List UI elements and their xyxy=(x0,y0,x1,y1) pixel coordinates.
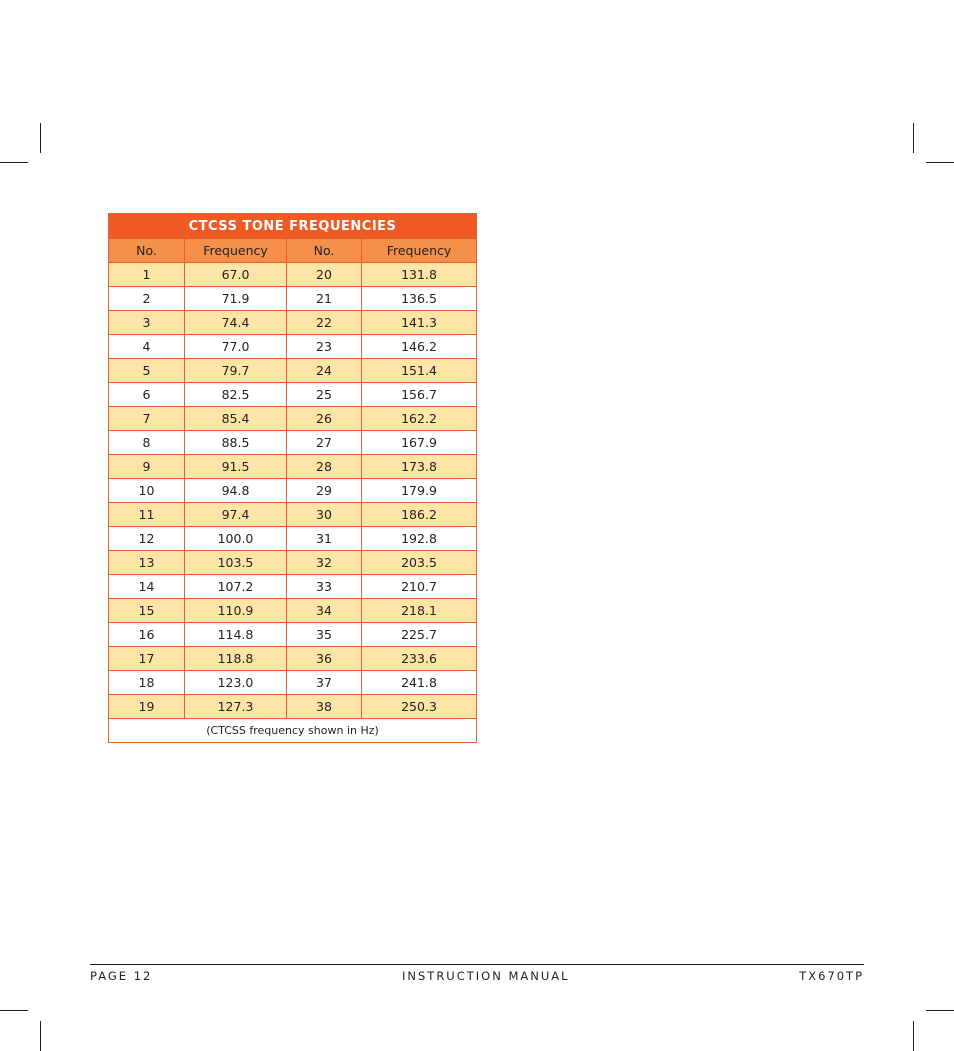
channel-number: 32 xyxy=(287,551,362,575)
column-header-frequency: Frequency xyxy=(185,239,287,263)
tone-frequency: 250.3 xyxy=(362,695,477,719)
channel-number: 38 xyxy=(287,695,362,719)
table-row xyxy=(109,575,477,599)
table-title: CTCSS TONE FREQUENCIES xyxy=(109,214,477,239)
table-note: (CTCSS frequency shown in Hz) xyxy=(109,719,477,743)
tone-frequency: 127.3 xyxy=(185,695,287,719)
channel-number: 2 xyxy=(109,287,185,311)
tone-frequency: 85.4 xyxy=(185,407,287,431)
table-row xyxy=(109,383,477,407)
crop-mark xyxy=(40,123,41,153)
table-row xyxy=(109,311,477,335)
crop-mark xyxy=(0,1010,28,1011)
tone-frequency: 192.8 xyxy=(362,527,477,551)
tone-frequency: 186.2 xyxy=(362,503,477,527)
channel-number: 35 xyxy=(287,623,362,647)
tone-frequency: 114.8 xyxy=(185,623,287,647)
channel-number: 21 xyxy=(287,287,362,311)
tone-frequency: 218.1 xyxy=(362,599,477,623)
tone-frequency: 67.0 xyxy=(185,263,287,287)
channel-number: 34 xyxy=(287,599,362,623)
table-row xyxy=(109,335,477,359)
channel-number: 11 xyxy=(109,503,185,527)
tone-frequency: 241.8 xyxy=(362,671,477,695)
footer-title: INSTRUCTION MANUAL xyxy=(402,969,570,983)
tone-frequency: 233.6 xyxy=(362,647,477,671)
ctcss-frequency-table xyxy=(108,213,477,743)
tone-frequency: 110.9 xyxy=(185,599,287,623)
channel-number: 36 xyxy=(287,647,362,671)
tone-frequency: 141.3 xyxy=(362,311,477,335)
channel-number: 8 xyxy=(109,431,185,455)
channel-number: 4 xyxy=(109,335,185,359)
table-row xyxy=(109,647,477,671)
table-row xyxy=(109,287,477,311)
footer-page-number: PAGE 12 xyxy=(90,969,153,983)
tone-frequency: 136.5 xyxy=(362,287,477,311)
channel-number: 27 xyxy=(287,431,362,455)
tone-frequency: 151.4 xyxy=(362,359,477,383)
table-body xyxy=(109,263,477,719)
channel-number: 9 xyxy=(109,455,185,479)
table-row xyxy=(109,407,477,431)
table-row xyxy=(109,599,477,623)
tone-frequency: 146.2 xyxy=(362,335,477,359)
tone-frequency: 210.7 xyxy=(362,575,477,599)
tone-frequency: 179.9 xyxy=(362,479,477,503)
channel-number: 14 xyxy=(109,575,185,599)
tone-frequency: 203.5 xyxy=(362,551,477,575)
tone-frequency: 71.9 xyxy=(185,287,287,311)
channel-number: 31 xyxy=(287,527,362,551)
tone-frequency: 94.8 xyxy=(185,479,287,503)
channel-number: 18 xyxy=(109,671,185,695)
crop-mark xyxy=(0,162,28,163)
footer-rule xyxy=(90,964,864,965)
table-row xyxy=(109,359,477,383)
table-row xyxy=(109,479,477,503)
tone-frequency: 79.7 xyxy=(185,359,287,383)
channel-number: 25 xyxy=(287,383,362,407)
channel-number: 28 xyxy=(287,455,362,479)
channel-number: 37 xyxy=(287,671,362,695)
channel-number: 10 xyxy=(109,479,185,503)
table-row xyxy=(109,671,477,695)
column-header-no: No. xyxy=(287,239,362,263)
tone-frequency: 77.0 xyxy=(185,335,287,359)
channel-number: 16 xyxy=(109,623,185,647)
table-header-row xyxy=(109,239,477,263)
tone-frequency: 74.4 xyxy=(185,311,287,335)
tone-frequency: 82.5 xyxy=(185,383,287,407)
tone-frequency: 131.8 xyxy=(362,263,477,287)
tone-frequency: 173.8 xyxy=(362,455,477,479)
table-row xyxy=(109,551,477,575)
channel-number: 6 xyxy=(109,383,185,407)
channel-number: 29 xyxy=(287,479,362,503)
channel-number: 26 xyxy=(287,407,362,431)
channel-number: 30 xyxy=(287,503,362,527)
crop-mark xyxy=(913,123,914,153)
channel-number: 1 xyxy=(109,263,185,287)
channel-number: 23 xyxy=(287,335,362,359)
column-header-frequency: Frequency xyxy=(362,239,477,263)
table-row xyxy=(109,455,477,479)
crop-mark xyxy=(913,1021,914,1051)
table-row xyxy=(109,527,477,551)
channel-number: 24 xyxy=(287,359,362,383)
channel-number: 13 xyxy=(109,551,185,575)
table-row xyxy=(109,695,477,719)
tone-frequency: 91.5 xyxy=(185,455,287,479)
channel-number: 3 xyxy=(109,311,185,335)
tone-frequency: 162.2 xyxy=(362,407,477,431)
tone-frequency: 97.4 xyxy=(185,503,287,527)
table-row xyxy=(109,623,477,647)
table-row xyxy=(109,503,477,527)
channel-number: 22 xyxy=(287,311,362,335)
channel-number: 15 xyxy=(109,599,185,623)
table-row xyxy=(109,431,477,455)
tone-frequency: 167.9 xyxy=(362,431,477,455)
channel-number: 20 xyxy=(287,263,362,287)
channel-number: 7 xyxy=(109,407,185,431)
tone-frequency: 107.2 xyxy=(185,575,287,599)
tone-frequency: 100.0 xyxy=(185,527,287,551)
tone-frequency: 103.5 xyxy=(185,551,287,575)
channel-number: 17 xyxy=(109,647,185,671)
tone-frequency: 88.5 xyxy=(185,431,287,455)
tone-frequency: 225.7 xyxy=(362,623,477,647)
tone-frequency: 118.8 xyxy=(185,647,287,671)
channel-number: 19 xyxy=(109,695,185,719)
tone-frequency: 123.0 xyxy=(185,671,287,695)
channel-number: 5 xyxy=(109,359,185,383)
crop-mark xyxy=(926,162,954,163)
table-row xyxy=(109,263,477,287)
channel-number: 12 xyxy=(109,527,185,551)
channel-number: 33 xyxy=(287,575,362,599)
crop-mark xyxy=(40,1021,41,1051)
tone-frequency: 156.7 xyxy=(362,383,477,407)
crop-mark xyxy=(926,1010,954,1011)
column-header-no: No. xyxy=(109,239,185,263)
footer-model: TX670TP xyxy=(799,969,864,983)
